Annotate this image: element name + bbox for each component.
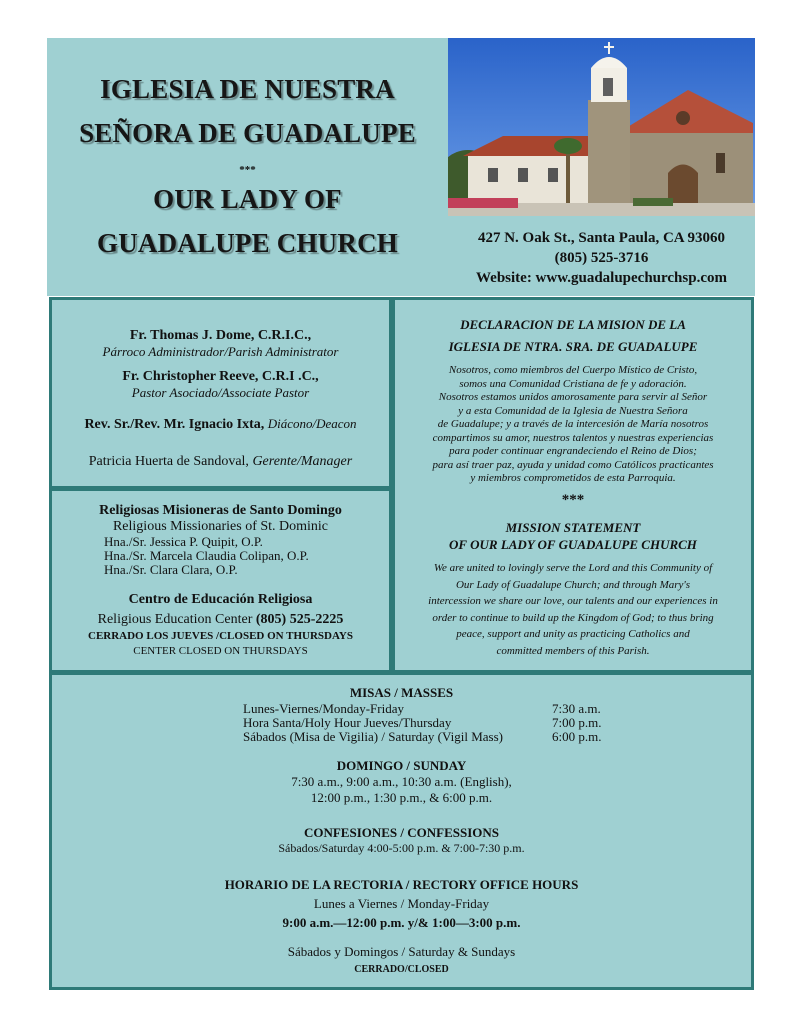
mission-es-line: Nosotros estamos unidos amorosamente para servir al Señor xyxy=(438,391,708,403)
deacon-title: Diácono/Deacon xyxy=(267,416,357,431)
mass-row-time: 6:00 p.m. xyxy=(552,729,602,744)
mission-en-line: peace, support and unity as practicing Catholics and xyxy=(456,628,690,640)
mission-es-line: para poder continuar engrandeciendo el Reino de Dios; xyxy=(449,445,697,457)
masses-heading: MISAS / MASSES xyxy=(349,685,454,700)
mission-en-heading-1: MISSION STATEMENT xyxy=(505,520,641,535)
religious-heading: Religiosas Misioneras de Santo Domingo xyxy=(99,503,342,518)
weekend-closed: CERRADO/CLOSED xyxy=(354,964,449,975)
mission-en-line: intercession we share our love, our talents and our experiences in xyxy=(428,595,718,607)
mission-en-line: We are united to lovingly serve the Lord and this Community of xyxy=(433,562,713,574)
religious-subheading: Religious Missionaries of St. Dominic xyxy=(112,519,329,534)
pastor-title: Párroco Administrador/Parish Administrator xyxy=(102,344,339,359)
mission-en-line: order to continue to build up the Kingdom of God; to thus bring xyxy=(432,611,714,624)
mission-en-line: committed members of this Parish. xyxy=(496,644,650,657)
church-photo xyxy=(448,38,755,216)
mission-es-line: somos una Comunidad Cristiana de fe y adoración. xyxy=(459,377,687,390)
mass-row-label: Sábados (Misa de Vigilia) / Saturday (Vigil Mass) xyxy=(243,729,503,744)
mass-row-time: 7:00 p.m. xyxy=(552,715,602,730)
mission-en-body xyxy=(395,560,751,659)
masses-box xyxy=(49,672,754,990)
manager-title: Gerente/Manager xyxy=(252,454,353,469)
title-separator: *** xyxy=(239,164,256,176)
sister-item: Hna./Sr. Clara Clara, O.P. xyxy=(104,562,238,577)
mission-en-line: Our Lady of Guadalupe Church; and through Mary's xyxy=(455,578,691,591)
mission-es-line: y miembros comprometidos de esta Parroquia. xyxy=(470,472,676,484)
mission-es-heading-1: DECLARACION DE LA MISION DE LA xyxy=(460,317,686,332)
office-hours: 9:00 a.m.—12:00 p.m. y/& 1:00—3:00 p.m. xyxy=(282,915,521,930)
title-en-line1: OUR LADY OF xyxy=(153,184,342,214)
mission-en-heading-2: OF OUR LADY OF GUADALUPE CHURCH xyxy=(449,537,697,552)
sunday-times-1: 7:30 a.m., 9:00 a.m., 10:30 a.m. (English), xyxy=(291,774,512,789)
address: 427 N. Oak St., Santa Paula, CA 93060 xyxy=(477,230,726,246)
associate-title: Pastor Asociado/Associate Pastor xyxy=(131,385,310,400)
title-es-line1: IGLESIA DE NUESTRA xyxy=(100,74,395,104)
mission-es-line: compartimos su amor, nuestros talentos y nuestras experiencias xyxy=(432,431,714,444)
sister-item: Hna./Sr. Marcela Claudia Colipan, O.P. xyxy=(104,548,309,563)
clergy-box xyxy=(49,297,392,489)
header-panel xyxy=(47,38,448,296)
mission-es-line: y a esta Comunidad de la Iglesia de Nuestra Señora xyxy=(458,404,688,417)
sunday-times-2: 12:00 p.m., 1:30 p.m., & 6:00 p.m. xyxy=(310,790,493,805)
mission-es-line: Nosotros, como miembros del Cuerpo Místico de Cristo, xyxy=(448,364,698,376)
pastor-name: Fr. Thomas J. Dome, C.R.I.C., xyxy=(129,328,312,343)
weekend-line: Sábados y Domingos / Saturday & Sundays xyxy=(287,944,516,959)
center-heading: Centro de Educación Religiosa xyxy=(128,592,313,607)
center-closed: CENTER CLOSED ON THURSDAYS xyxy=(133,645,308,657)
mission-es-body xyxy=(395,364,751,486)
deacon-name: Rev. Sr./Rev. Mr. Ignacio Ixta, xyxy=(84,417,265,432)
mass-row-label: Lunes-Viernes/Monday-Friday xyxy=(243,701,404,716)
manager-line xyxy=(52,454,389,470)
sisters-list xyxy=(104,535,309,577)
center-label: Religious Education Center xyxy=(97,612,253,627)
confession-heading: CONFESIONES / CONFESSIONS xyxy=(303,825,500,840)
associate-name: Fr. Christopher Reeve, C.R.I .C., xyxy=(122,369,319,384)
sunday-heading: DOMINGO / SUNDAY xyxy=(336,758,467,773)
mission-es-line: de Guadalupe; y a través de la intercesión de María nosotros xyxy=(437,418,709,430)
religious-box xyxy=(49,488,392,673)
mission-es-line: para así traer paz, ayuda y unidad como Católicos practicantes xyxy=(432,458,714,471)
office-days: Lunes a Viernes / Monday-Friday xyxy=(313,896,490,911)
office-heading: HORARIO DE LA RECTORIA / RECTORY OFFICE HOURS xyxy=(224,877,579,892)
sister-item: Hna./Sr. Jessica P. Quipit, O.P. xyxy=(104,534,263,549)
mission-es-heading-2: IGLESIA DE NTRA. SRA. DE GUADALUPE xyxy=(448,339,698,354)
closed-notice: CERRADO LOS JUEVES /CLOSED ON THURSDAYS xyxy=(88,630,353,642)
title-es-line2: SEÑORA DE GUADALUPE xyxy=(79,118,416,148)
center-phone: (805) 525-2225 xyxy=(255,612,344,627)
deacon-line xyxy=(52,416,389,433)
confession-times: Sábados/Saturday 4:00-5:00 p.m. & 7:00-7:30 p.m. xyxy=(278,841,525,855)
contact-panel xyxy=(448,216,755,296)
phone: (805) 525-3716 xyxy=(554,250,649,266)
center-line xyxy=(52,612,389,628)
mass-row-time: 7:30 a.m. xyxy=(552,701,601,716)
website: Website: www.guadalupechurchsp.com xyxy=(475,270,727,286)
mass-row-label: Hora Santa/Holy Hour Jueves/Thursday xyxy=(243,715,452,730)
mission-separator: *** xyxy=(561,492,585,508)
manager-name: Patricia Huerta de Sandoval, xyxy=(88,454,249,469)
church-illustration xyxy=(448,38,755,216)
mission-box xyxy=(392,297,754,673)
title-en-line2: GUADALUPE CHURCH xyxy=(97,228,398,258)
